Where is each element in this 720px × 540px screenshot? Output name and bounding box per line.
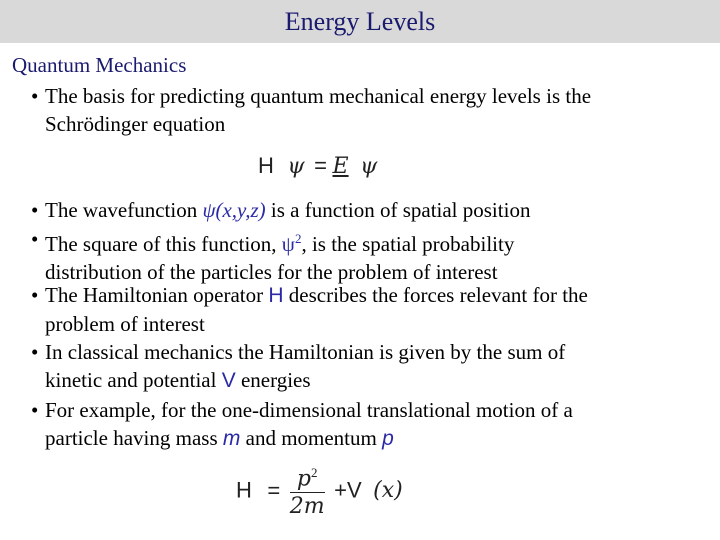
eq-equals: = <box>267 477 281 503</box>
bullet-text: particle having mass <box>45 426 223 450</box>
bullet-text-line: For example, for the one-dimensional translational motion of a <box>45 398 573 422</box>
bullet-text: and momentum <box>240 426 383 450</box>
momentum-symbol: p <box>382 427 394 450</box>
kinetic-fraction <box>290 460 325 521</box>
bullet-hamiltonian <box>31 281 588 338</box>
bullet-text: The square of this function, <box>45 232 282 256</box>
schrodinger-equation <box>258 153 377 179</box>
bullet-text-line: In classical mechanics the Hamiltonian is given by the sum of <box>45 340 566 364</box>
eq-psi: ψ <box>287 154 305 179</box>
eq-energy: E <box>332 154 349 179</box>
eq-potential: V <box>346 477 362 503</box>
hamiltonian-symbol: H <box>268 284 284 307</box>
bullet-square <box>31 225 515 286</box>
psi-symbol: ψ <box>281 232 295 256</box>
bullet-text: The wavefunction <box>45 198 203 222</box>
section-heading: Quantum Mechanics <box>12 53 187 77</box>
bullet-example <box>31 396 573 453</box>
bullet-marker: • <box>31 84 39 108</box>
eq-psi: ψ <box>360 154 378 179</box>
bullet-text-line: The basis for predicting quantum mechanical energy levels is the <box>45 84 592 108</box>
eq-exponent: 2 <box>310 465 318 480</box>
bullet-text: kinetic and potential <box>45 368 222 392</box>
potential-symbol: V <box>221 369 236 392</box>
eq-denominator: 2m <box>289 494 325 520</box>
bullet-classical <box>31 338 566 395</box>
bullet-text: , is the spatial probability <box>301 232 515 256</box>
bullet-text: The Hamiltonian operator <box>45 283 269 307</box>
eq-hamiltonian: H <box>258 153 274 178</box>
wavefunction-symbol: ψ(x,y,z) <box>202 198 266 222</box>
bullet-text: describes the forces relevant for the <box>283 283 588 307</box>
hamiltonian-equation <box>236 460 403 521</box>
bullet-marker: • <box>31 198 39 222</box>
bullet-marker: • <box>31 227 39 251</box>
bullet-text-line: Schrödinger equation <box>45 112 226 136</box>
bullet-schrodinger <box>31 82 592 138</box>
slide-title: Energy Levels <box>284 7 436 36</box>
mass-symbol: m <box>222 427 241 450</box>
psi-exponent: 2 <box>294 231 302 246</box>
eq-plus: + <box>334 477 347 503</box>
bullet-text: is a function of spatial position <box>265 198 531 222</box>
eq-equals: = <box>314 153 328 178</box>
bullet-marker: • <box>31 398 39 422</box>
eq-momentum: p <box>296 466 311 492</box>
eq-argument: (x) <box>373 478 403 504</box>
bullet-marker: • <box>31 283 39 307</box>
bullet-text-line: problem of interest <box>45 312 205 336</box>
bullet-text-line: distribution of the particles for the problem of interest <box>45 260 498 284</box>
bullet-text: energies <box>235 368 311 392</box>
slide-title-bar <box>0 0 720 43</box>
bullet-wavefunction <box>31 196 531 224</box>
bullet-marker: • <box>31 340 39 364</box>
eq-hamiltonian: H <box>236 477 252 503</box>
